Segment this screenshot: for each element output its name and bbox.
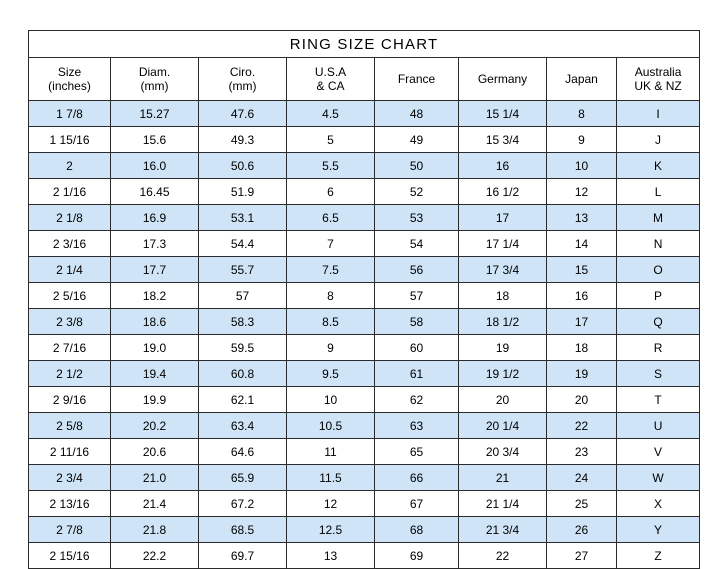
table-cell: S: [617, 361, 700, 387]
table-cell: 1 15/16: [29, 127, 111, 153]
table-cell: 2 15/16: [29, 543, 111, 569]
table-cell: 20.2: [111, 413, 199, 439]
table-cell: 18.6: [111, 309, 199, 335]
table-cell: 53: [375, 205, 459, 231]
table-cell: 20.6: [111, 439, 199, 465]
table-cell: L: [617, 179, 700, 205]
table-cell: 7.5: [287, 257, 375, 283]
table-cell: M: [617, 205, 700, 231]
table-cell: 48: [375, 101, 459, 127]
table-cell: 2 1/4: [29, 257, 111, 283]
table-cell: 57: [375, 283, 459, 309]
table-cell: 19.0: [111, 335, 199, 361]
table-cell: 59.5: [199, 335, 287, 361]
table-cell: 19 1/2: [459, 361, 547, 387]
column-header-line2: & CA: [316, 79, 345, 93]
table-cell: W: [617, 465, 700, 491]
table-row: [29, 205, 700, 231]
table-cell: 65: [375, 439, 459, 465]
table-cell: O: [617, 257, 700, 283]
table-cell: 11: [287, 439, 375, 465]
table-cell: 22.2: [111, 543, 199, 569]
table-cell: 67: [375, 491, 459, 517]
table-cell: 9: [547, 127, 617, 153]
table-cell: 2 7/16: [29, 335, 111, 361]
table-cell: 10.5: [287, 413, 375, 439]
table-cell: 49.3: [199, 127, 287, 153]
table-cell: 25: [547, 491, 617, 517]
table-cell: 16.45: [111, 179, 199, 205]
table-cell: 11.5: [287, 465, 375, 491]
table-cell: 9: [287, 335, 375, 361]
table-cell: 57: [199, 283, 287, 309]
table-cell: 8: [547, 101, 617, 127]
table-row: [29, 517, 700, 543]
table-row: [29, 127, 700, 153]
table-cell: 18: [547, 335, 617, 361]
table-cell: 19: [459, 335, 547, 361]
ring-size-table: [28, 30, 700, 569]
table-cell: 9.5: [287, 361, 375, 387]
table-cell: 21.4: [111, 491, 199, 517]
table-cell: 63: [375, 413, 459, 439]
column-header-6: [547, 58, 617, 101]
table-row: [29, 491, 700, 517]
table-row: [29, 543, 700, 569]
table-cell: 67.2: [199, 491, 287, 517]
table-cell: 54: [375, 231, 459, 257]
table-cell: 2 3/8: [29, 309, 111, 335]
table-cell: 53.1: [199, 205, 287, 231]
table-cell: 66: [375, 465, 459, 491]
table-cell: 58.3: [199, 309, 287, 335]
page-title: RING SIZE CHART: [29, 31, 700, 58]
table-cell: 2: [29, 153, 111, 179]
table-cell: Y: [617, 517, 700, 543]
table-row: [29, 387, 700, 413]
table-cell: I: [617, 101, 700, 127]
table-cell: 49: [375, 127, 459, 153]
column-header-line1: Germany: [477, 72, 528, 86]
table-cell: 16 1/2: [459, 179, 547, 205]
table-row: [29, 257, 700, 283]
table-cell: 18.2: [111, 283, 199, 309]
table-cell: 15 3/4: [459, 127, 547, 153]
column-header-4: [375, 58, 459, 101]
table-cell: 68: [375, 517, 459, 543]
table-row: [29, 309, 700, 335]
table-row: [29, 283, 700, 309]
table-cell: 17: [459, 205, 547, 231]
column-header-line1: Ciro.: [229, 65, 256, 79]
table-cell: 16.0: [111, 153, 199, 179]
table-cell: 21 1/4: [459, 491, 547, 517]
table-row: [29, 465, 700, 491]
table-cell: 12: [547, 179, 617, 205]
table-cell: 63.4: [199, 413, 287, 439]
column-header-line1: Australia: [634, 65, 682, 79]
table-cell: 21.8: [111, 517, 199, 543]
table-cell: 68.5: [199, 517, 287, 543]
table-cell: 50.6: [199, 153, 287, 179]
table-row: [29, 439, 700, 465]
table-cell: 2 9/16: [29, 387, 111, 413]
table-cell: 2 1/2: [29, 361, 111, 387]
table-cell: 47.6: [199, 101, 287, 127]
chart-container: [28, 30, 682, 569]
table-cell: 13: [287, 543, 375, 569]
table-cell: 62.1: [199, 387, 287, 413]
column-header-3: [287, 58, 375, 101]
table-cell: 16.9: [111, 205, 199, 231]
table-cell: 6: [287, 179, 375, 205]
table-cell: 62: [375, 387, 459, 413]
table-cell: 21: [459, 465, 547, 491]
table-cell: 2 1/16: [29, 179, 111, 205]
table-cell: 65.9: [199, 465, 287, 491]
table-cell: 60: [375, 335, 459, 361]
table-cell: 22: [547, 413, 617, 439]
table-cell: 4.5: [287, 101, 375, 127]
column-header-line1: U.S.A: [314, 65, 347, 79]
table-cell: 55.7: [199, 257, 287, 283]
column-header-line1: Diam.: [138, 65, 171, 79]
table-cell: 17 1/4: [459, 231, 547, 257]
table-cell: 13: [547, 205, 617, 231]
table-cell: 8: [287, 283, 375, 309]
table-cell: 26: [547, 517, 617, 543]
column-header-line2: (mm): [140, 79, 169, 93]
table-cell: 56: [375, 257, 459, 283]
table-cell: 69: [375, 543, 459, 569]
table-cell: Q: [617, 309, 700, 335]
table-body: [29, 31, 700, 569]
table-cell: 21 3/4: [459, 517, 547, 543]
table-cell: 51.9: [199, 179, 287, 205]
table-cell: X: [617, 491, 700, 517]
table-cell: 18 1/2: [459, 309, 547, 335]
table-cell: 10: [547, 153, 617, 179]
column-header-line1: Japan: [565, 72, 598, 86]
table-cell: 61: [375, 361, 459, 387]
table-cell: 16: [459, 153, 547, 179]
table-cell: 17.7: [111, 257, 199, 283]
table-cell: R: [617, 335, 700, 361]
table-header-row: [29, 58, 700, 101]
table-cell: 12: [287, 491, 375, 517]
table-cell: N: [617, 231, 700, 257]
table-cell: 12.5: [287, 517, 375, 543]
table-cell: 18: [459, 283, 547, 309]
table-cell: 17 3/4: [459, 257, 547, 283]
table-cell: K: [617, 153, 700, 179]
column-header-line2: (inches): [48, 79, 91, 93]
table-cell: 60.8: [199, 361, 287, 387]
table-cell: 52: [375, 179, 459, 205]
table-row: [29, 179, 700, 205]
table-cell: 15.6: [111, 127, 199, 153]
table-cell: 15: [547, 257, 617, 283]
column-header-line1: France: [397, 72, 436, 86]
column-header-line2: UK & NZ: [634, 79, 682, 93]
table-cell: 20: [547, 387, 617, 413]
table-cell: 2 11/16: [29, 439, 111, 465]
table-cell: 2 13/16: [29, 491, 111, 517]
table-row: [29, 335, 700, 361]
table-cell: 7: [287, 231, 375, 257]
table-cell: 2 3/16: [29, 231, 111, 257]
table-cell: 20 3/4: [459, 439, 547, 465]
table-cell: P: [617, 283, 700, 309]
table-cell: 27: [547, 543, 617, 569]
table-cell: 22: [459, 543, 547, 569]
table-cell: 5.5: [287, 153, 375, 179]
table-row: [29, 361, 700, 387]
table-cell: 24: [547, 465, 617, 491]
table-cell: 15 1/4: [459, 101, 547, 127]
table-cell: 19: [547, 361, 617, 387]
column-header-line2: (mm): [228, 79, 257, 93]
table-cell: 8.5: [287, 309, 375, 335]
table-cell: 2 1/8: [29, 205, 111, 231]
column-header-0: [29, 58, 111, 101]
table-cell: 64.6: [199, 439, 287, 465]
table-cell: 14: [547, 231, 617, 257]
column-header-7: [617, 58, 700, 101]
table-row: [29, 101, 700, 127]
table-cell: 10: [287, 387, 375, 413]
table-cell: 5: [287, 127, 375, 153]
column-header-2: [199, 58, 287, 101]
table-cell: 21.0: [111, 465, 199, 491]
table-cell: 6.5: [287, 205, 375, 231]
table-cell: 2 3/4: [29, 465, 111, 491]
table-cell: 19.4: [111, 361, 199, 387]
table-cell: 15.27: [111, 101, 199, 127]
table-cell: 50: [375, 153, 459, 179]
table-cell: 17: [547, 309, 617, 335]
table-row: [29, 413, 700, 439]
table-cell: V: [617, 439, 700, 465]
table-cell: 16: [547, 283, 617, 309]
title-row: [29, 31, 700, 58]
table-cell: 58: [375, 309, 459, 335]
table-cell: 69.7: [199, 543, 287, 569]
table-cell: 19.9: [111, 387, 199, 413]
table-cell: Z: [617, 543, 700, 569]
table-cell: 17.3: [111, 231, 199, 257]
table-cell: T: [617, 387, 700, 413]
table-cell: J: [617, 127, 700, 153]
column-header-line1: Size: [57, 65, 82, 79]
table-row: [29, 153, 700, 179]
table-row: [29, 231, 700, 257]
table-cell: 20: [459, 387, 547, 413]
table-cell: 2 7/8: [29, 517, 111, 543]
table-cell: 20 1/4: [459, 413, 547, 439]
table-cell: 2 5/8: [29, 413, 111, 439]
column-header-1: [111, 58, 199, 101]
table-cell: 23: [547, 439, 617, 465]
table-cell: U: [617, 413, 700, 439]
table-cell: 54.4: [199, 231, 287, 257]
table-cell: 2 5/16: [29, 283, 111, 309]
column-header-5: [459, 58, 547, 101]
table-cell: 1 7/8: [29, 101, 111, 127]
